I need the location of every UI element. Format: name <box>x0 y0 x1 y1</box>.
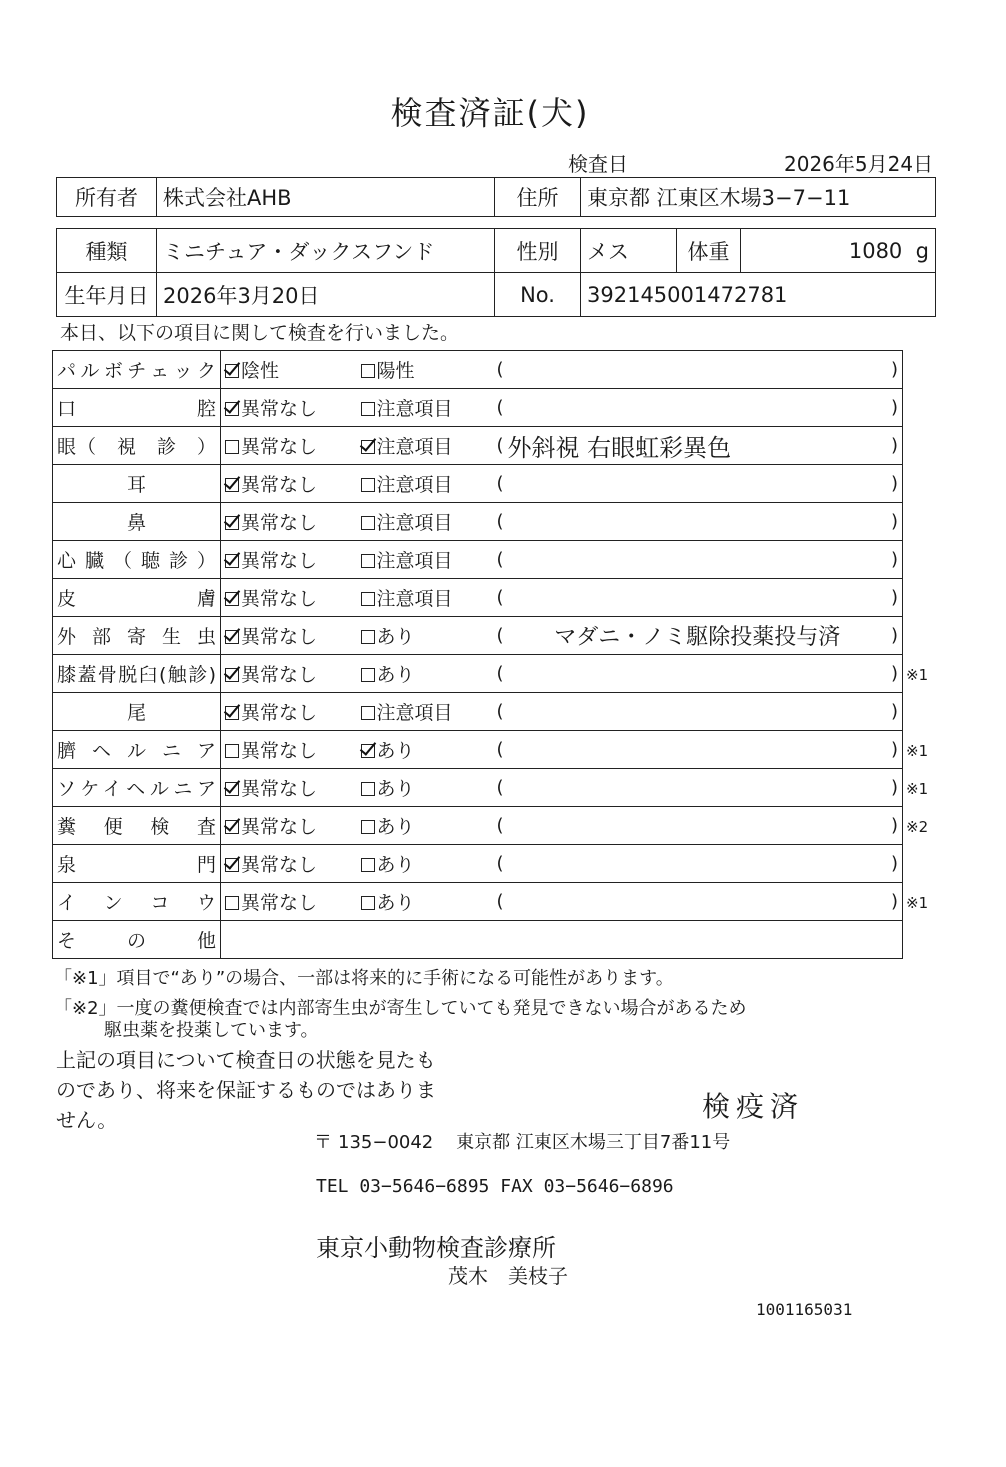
exam-note <box>493 389 903 427</box>
document-number: 1001165031 <box>756 1300 853 1319</box>
paren-open: ( <box>496 435 504 456</box>
sex-label: 性別 <box>495 229 581 273</box>
exam-option-2 <box>357 693 493 731</box>
exam-row <box>53 351 903 389</box>
checkbox-icon[interactable] <box>361 440 375 454</box>
exam-row <box>53 503 903 541</box>
exam-row <box>53 389 903 427</box>
exam-item-name: 泉 門 <box>53 845 221 883</box>
exam-option-2 <box>357 655 493 693</box>
checkbox-icon[interactable] <box>225 858 239 872</box>
checkbox-icon[interactable] <box>361 402 375 416</box>
sex-value: メス <box>581 229 677 273</box>
option-label: あり <box>376 626 415 648</box>
paren-close: ) <box>890 663 898 684</box>
exam-option-2 <box>357 731 493 769</box>
exam-option-2 <box>357 503 493 541</box>
exam-option-1 <box>221 579 357 617</box>
exam-item-name: 膝蓋骨脱臼(触診) <box>53 655 221 693</box>
option-label: 異常なし <box>241 474 318 496</box>
exam-option-1 <box>221 427 357 465</box>
exam-option-1 <box>221 883 357 921</box>
exam-option-1 <box>221 769 357 807</box>
exam-option-2 <box>357 579 493 617</box>
exam-item-name: 耳 <box>53 465 221 503</box>
zip-mark: 〒 <box>314 1132 332 1153</box>
option-label: 注意項目 <box>376 702 453 724</box>
weight-cell <box>741 229 936 273</box>
option-label: 異常なし <box>241 778 318 800</box>
option-label: あり <box>376 816 415 838</box>
exam-row <box>53 807 903 845</box>
exam-item-name: 外部寄生虫 <box>53 617 221 655</box>
no-value: 392145001472781 <box>581 273 936 317</box>
weight-label: 体重 <box>677 229 741 273</box>
paren-open: ( <box>496 549 504 570</box>
clinic-name: 東京小動物検査診療所 <box>316 1234 556 1262</box>
exam-table <box>52 350 903 959</box>
checkbox-icon[interactable] <box>361 630 375 644</box>
note-text: マダニ・ノミ駆除投薬投与済 <box>554 625 841 650</box>
exam-option-1 <box>221 351 357 389</box>
exam-option-1 <box>221 617 357 655</box>
birth-value: 2026年3月20日 <box>157 273 495 317</box>
exam-option-2 <box>357 541 493 579</box>
paren-close: ) <box>890 473 898 494</box>
paren-close: ) <box>890 777 898 798</box>
exam-option-2 <box>357 351 493 389</box>
exam-item-name: 口 腔 <box>53 389 221 427</box>
checkbox-icon[interactable] <box>225 478 239 492</box>
paren-open: ( <box>496 701 504 722</box>
exam-option-1 <box>221 465 357 503</box>
exam-note <box>493 503 903 541</box>
option-label: 異常なし <box>241 588 318 610</box>
checkbox-icon[interactable] <box>225 668 239 682</box>
option-label: 注意項目 <box>376 512 453 534</box>
exam-row <box>53 465 903 503</box>
checkbox-icon[interactable] <box>361 364 375 378</box>
paren-close: ) <box>890 359 898 380</box>
exam-item-name: 心臓（聴診） <box>53 541 221 579</box>
checkbox-icon[interactable] <box>361 820 375 834</box>
breed-label: 種類 <box>57 229 157 273</box>
exam-note <box>493 883 903 921</box>
checkbox-icon[interactable] <box>225 402 239 416</box>
paren-close: ) <box>890 701 898 722</box>
footnote-marker: ※2 <box>906 818 929 836</box>
footnote-marker: ※1 <box>906 780 929 798</box>
checkbox-icon[interactable] <box>361 554 375 568</box>
option-label: 異常なし <box>241 664 318 686</box>
paren-open: ( <box>496 739 504 760</box>
option-label: 注意項目 <box>376 398 453 420</box>
exam-row <box>53 655 903 693</box>
option-label: 注意項目 <box>376 474 453 496</box>
exam-note <box>493 427 903 465</box>
paren-close: ) <box>890 853 898 874</box>
option-label: 異常なし <box>241 398 318 420</box>
option-label: あり <box>376 778 415 800</box>
exam-note <box>493 465 903 503</box>
birth-label: 生年月日 <box>57 273 157 317</box>
option-label: 異常なし <box>241 854 318 876</box>
checkbox-icon[interactable] <box>225 630 239 644</box>
exam-option-1 <box>221 807 357 845</box>
footnote-2-line1: 「※2」一度の糞便検査では内部寄生虫が寄生していても発見できない場合があるため <box>54 998 747 1019</box>
option-label: 異常なし <box>241 626 318 648</box>
address-value: 東京都 江東区木場3−7−11 <box>581 178 936 217</box>
clinic-phone: TEL 03−5646−6895 FAX 03−5646−6896 <box>316 1176 674 1197</box>
exam-row <box>53 883 903 921</box>
footnote-marker: ※1 <box>906 666 929 684</box>
quarantine-stamp: 検疫済 <box>702 1090 805 1123</box>
other-label: その他 <box>53 921 221 959</box>
owner-label: 所有者 <box>57 178 157 217</box>
exam-item-name: 鼻 <box>53 503 221 541</box>
exam-item-name: 臍ヘルニア <box>53 731 221 769</box>
footnote-marker: ※1 <box>906 894 929 912</box>
paren-open: ( <box>496 891 504 912</box>
option-label: 異常なし <box>241 436 318 458</box>
checkbox-icon[interactable] <box>225 744 239 758</box>
checkbox-icon[interactable] <box>225 516 239 530</box>
paren-open: ( <box>496 663 504 684</box>
option-label: あり <box>376 664 415 686</box>
vet-name: 茂木 美枝子 <box>448 1264 568 1288</box>
option-label: 注意項目 <box>376 550 453 572</box>
other-value <box>221 921 903 959</box>
exam-option-2 <box>357 883 493 921</box>
paren-close: ) <box>890 815 898 836</box>
checkbox-icon[interactable] <box>225 440 239 454</box>
paren-open: ( <box>496 397 504 418</box>
checkbox-icon[interactable] <box>361 706 375 720</box>
option-label: 異常なし <box>241 816 318 838</box>
exam-row <box>53 541 903 579</box>
checkbox-icon[interactable] <box>361 668 375 682</box>
exam-option-2 <box>357 807 493 845</box>
exam-row <box>53 845 903 883</box>
option-label: 異常なし <box>241 892 318 914</box>
exam-note <box>493 541 903 579</box>
checkbox-icon[interactable] <box>361 478 375 492</box>
paren-open: ( <box>496 511 504 532</box>
exam-option-1 <box>221 503 357 541</box>
footnote-marker: ※1 <box>906 742 929 760</box>
exam-row <box>53 769 903 807</box>
paren-close: ) <box>890 397 898 418</box>
checkbox-icon[interactable] <box>361 592 375 606</box>
no-label: No. <box>495 273 581 317</box>
paren-open: ( <box>496 777 504 798</box>
exam-note <box>493 807 903 845</box>
option-label: 陰性 <box>241 360 280 382</box>
owner-value: 株式会社AHB <box>157 178 495 217</box>
exam-item-name: 皮 膚 <box>53 579 221 617</box>
option-label: 異常なし <box>241 550 318 572</box>
note-text: 外斜視 右眼虹彩異色 <box>507 434 732 462</box>
exam-option-1 <box>221 541 357 579</box>
paren-close: ) <box>890 511 898 532</box>
exam-note <box>493 845 903 883</box>
exam-date-value: 2026年5月24日 <box>784 152 934 176</box>
option-label: 陽性 <box>376 360 415 382</box>
option-label: 異常なし <box>241 702 318 724</box>
breed-value: ミニチュア・ダックスフンド <box>157 229 495 273</box>
pet-table <box>56 228 936 317</box>
exam-note <box>493 579 903 617</box>
paren-open: ( <box>496 473 504 494</box>
checkbox-icon[interactable] <box>361 744 375 758</box>
exam-option-1 <box>221 655 357 693</box>
paren-close: ) <box>890 435 898 456</box>
option-label: 注意項目 <box>376 436 453 458</box>
paren-open: ( <box>496 853 504 874</box>
exam-option-2 <box>357 465 493 503</box>
checkbox-icon[interactable] <box>225 820 239 834</box>
exam-option-2 <box>357 389 493 427</box>
paren-close: ) <box>890 739 898 760</box>
option-label: 注意項目 <box>376 588 453 610</box>
exam-option-2 <box>357 845 493 883</box>
page-title: 検査済証(犬) <box>390 94 590 132</box>
exam-item-name: 尾 <box>53 693 221 731</box>
checkbox-icon[interactable] <box>361 896 375 910</box>
checkbox-icon[interactable] <box>225 364 239 378</box>
disclaimer: 上記の項目について検査日の状態を見たものであり、将来を保証するものではありません。 <box>56 1048 436 1132</box>
exam-note <box>493 655 903 693</box>
exam-row <box>53 427 903 465</box>
exam-item-name: 糞便検査 <box>53 807 221 845</box>
exam-note <box>493 693 903 731</box>
clinic-zip: 135−0042 <box>338 1132 434 1153</box>
exam-option-2 <box>357 617 493 655</box>
exam-row <box>53 617 903 655</box>
paren-close: ) <box>890 625 898 646</box>
footnote-1: 「※1」項目で“あり”の場合、一部は将来的に手術になる可能性があります。 <box>54 968 674 989</box>
exam-date-label: 検査日 <box>568 152 628 176</box>
exam-item-name: 眼（ 視 診 ） <box>53 427 221 465</box>
option-label: 異常なし <box>241 740 318 762</box>
exam-option-1 <box>221 731 357 769</box>
address-label: 住所 <box>495 178 581 217</box>
exam-item-name: ソケイヘルニア <box>53 769 221 807</box>
checkbox-icon[interactable] <box>225 896 239 910</box>
clinic-address <box>314 1128 730 1154</box>
option-label: あり <box>376 892 415 914</box>
checkbox-icon[interactable] <box>361 516 375 530</box>
weight-value: 1080 <box>848 238 903 263</box>
intro-text: 本日、以下の項目に関して検査を行いました。 <box>60 322 460 344</box>
checkbox-icon[interactable] <box>225 554 239 568</box>
weight-unit: g <box>915 238 929 263</box>
option-label: 異常なし <box>241 512 318 534</box>
footnote-2-line2: 駆虫薬を投薬しています。 <box>104 1020 319 1041</box>
option-label: あり <box>376 740 415 762</box>
exam-note <box>493 351 903 389</box>
paren-open: ( <box>496 625 504 646</box>
exam-note <box>493 617 903 655</box>
exam-option-1 <box>221 693 357 731</box>
paren-open: ( <box>496 587 504 608</box>
exam-option-1 <box>221 845 357 883</box>
exam-row <box>53 731 903 769</box>
owner-table <box>56 177 936 217</box>
paren-close: ) <box>890 587 898 608</box>
checkbox-icon[interactable] <box>361 782 375 796</box>
checkbox-icon[interactable] <box>225 592 239 606</box>
paren-open: ( <box>496 815 504 836</box>
exam-row-other <box>53 921 903 959</box>
exam-item-name: パルボチェック <box>53 351 221 389</box>
option-label: あり <box>376 854 415 876</box>
exam-note <box>493 731 903 769</box>
paren-close: ) <box>890 549 898 570</box>
paren-close: ) <box>890 891 898 912</box>
exam-option-2 <box>357 769 493 807</box>
clinic-address-text: 東京都 江東区木場三丁目7番11号 <box>456 1132 731 1153</box>
paren-open: ( <box>496 359 504 380</box>
exam-option-2 <box>357 427 493 465</box>
exam-note <box>493 769 903 807</box>
exam-row <box>53 579 903 617</box>
checkbox-icon[interactable] <box>361 858 375 872</box>
exam-option-1 <box>221 389 357 427</box>
exam-item-name: インコウ <box>53 883 221 921</box>
checkbox-icon[interactable] <box>225 706 239 720</box>
exam-row <box>53 693 903 731</box>
checkbox-icon[interactable] <box>225 782 239 796</box>
